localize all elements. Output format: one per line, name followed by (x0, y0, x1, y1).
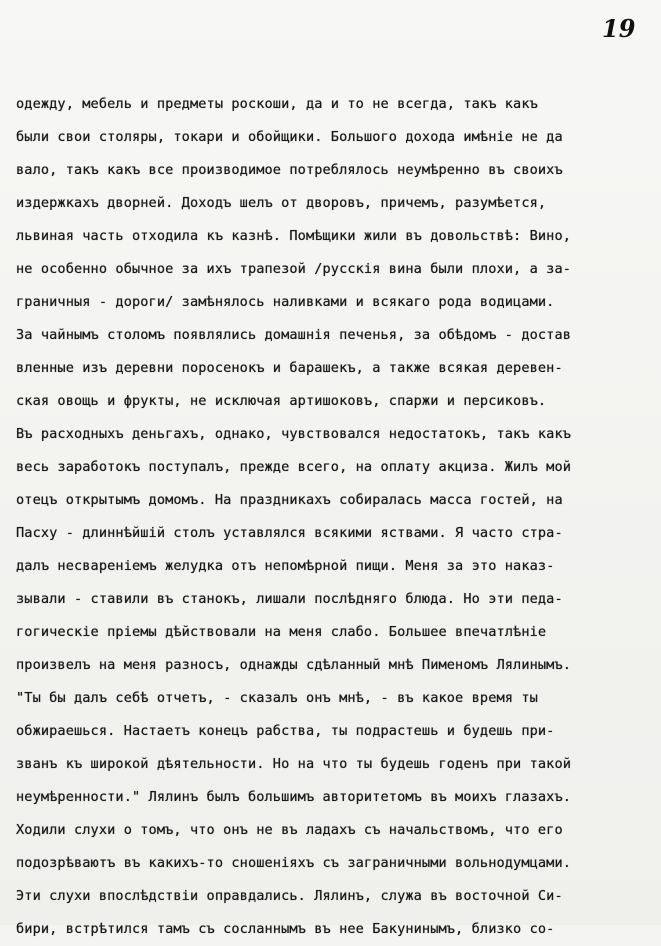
text-line: вало, такъ какъ все производимое потреблялось неумѣренно въ своихъ (16, 162, 563, 178)
text-line: ская овощь и фрукты, не исключая артишоковъ, спаржи и персиковъ. (16, 393, 547, 409)
text-line: неумѣренности." Лялинъ былъ большимъ авторитетомъ въ моихъ глазахъ. (16, 789, 572, 805)
body-text (16, 88, 656, 946)
text-line: зывали - ставили въ станокъ, лишали послѣдняго блюда. Но эти педа- (16, 591, 563, 607)
text-line: гогическіе пріемы дѣйствовали на меня слабо. Большее впечатлѣніе (16, 624, 547, 640)
text-line: были свои столяры, токари и обойщики. Большого дохода имѣніе не да (16, 129, 563, 145)
text-line: Въ расходныхъ деньгахъ, однако, чувствовался недостатокъ, такъ какъ (16, 426, 572, 442)
text-line: произвелъ на меня разносъ, однажды сдѣланный мнѣ Пименомъ Лялинымъ. (16, 657, 572, 673)
text-line: весь заработокъ поступалъ, прежде всего, на оплату акциза. Жилъ мой (16, 459, 572, 475)
text-line: львиная часть отходила къ казнѣ. Помѣщики жили въ довольствѣ: Вино, (16, 228, 572, 244)
text-line: не особенно обычное за ихъ трапезой /русскія вина были плохи, а за- (16, 261, 572, 277)
text-line: одежду, мебель и предметы роскоши, да и то не всегда, такъ какъ (16, 96, 538, 112)
text-line: издержкахъ дворней. Доходъ шелъ от дворовъ, причемъ, разумѣется, (16, 195, 547, 211)
text-line: "Ты бы далъ себѣ отчетъ, - сказалъ онъ мнѣ, - въ какое время ты (16, 690, 538, 706)
text-line: Эти слухи впослѣдствіи оправдались. Лялинъ, служа въ восточной Си- (16, 888, 563, 904)
text-line: званъ къ широкой дѣятельности. Но на что ты будешь годенъ при такой (16, 756, 572, 772)
text-line: подозрѣваютъ въ какихъ-то сношеніяхъ съ заграничными вольнодумцами. (16, 855, 572, 871)
text-line: отецъ открытымъ домомъ. На праздникахъ собиралась масса гостей, на (16, 492, 563, 508)
text-line: Ходили слухи о томъ, что онъ не въ ладахъ съ начальствомъ, что его (16, 822, 563, 838)
page-number: 19 (602, 14, 636, 43)
text-line: За чайнымъ столомъ появлялись домашнія печенья, за обѣдомъ - достав (16, 327, 572, 343)
text-line: граничныя - дороги/ замѣнялось наливками и всякаго рода водицами. (16, 294, 555, 310)
text-line: обжираешься. Настаетъ конецъ рабства, ты подрастешь и будешь при- (16, 723, 555, 739)
text-line: далъ несвареніемъ желудка отъ непомѣрной пищи. Меня за это наказ- (16, 558, 555, 574)
text-line: бири, встрѣтился тамъ съ сосланнымъ въ нее Бакунинымъ, близко со- (16, 921, 555, 937)
text-line: вленные изъ деревни поросенокъ и барашекъ, а также всякая деревен- (16, 360, 563, 376)
text-line: Пасху - длиннѣйшій столъ уставлялся всякими яствами. Я часто стра- (16, 525, 563, 541)
